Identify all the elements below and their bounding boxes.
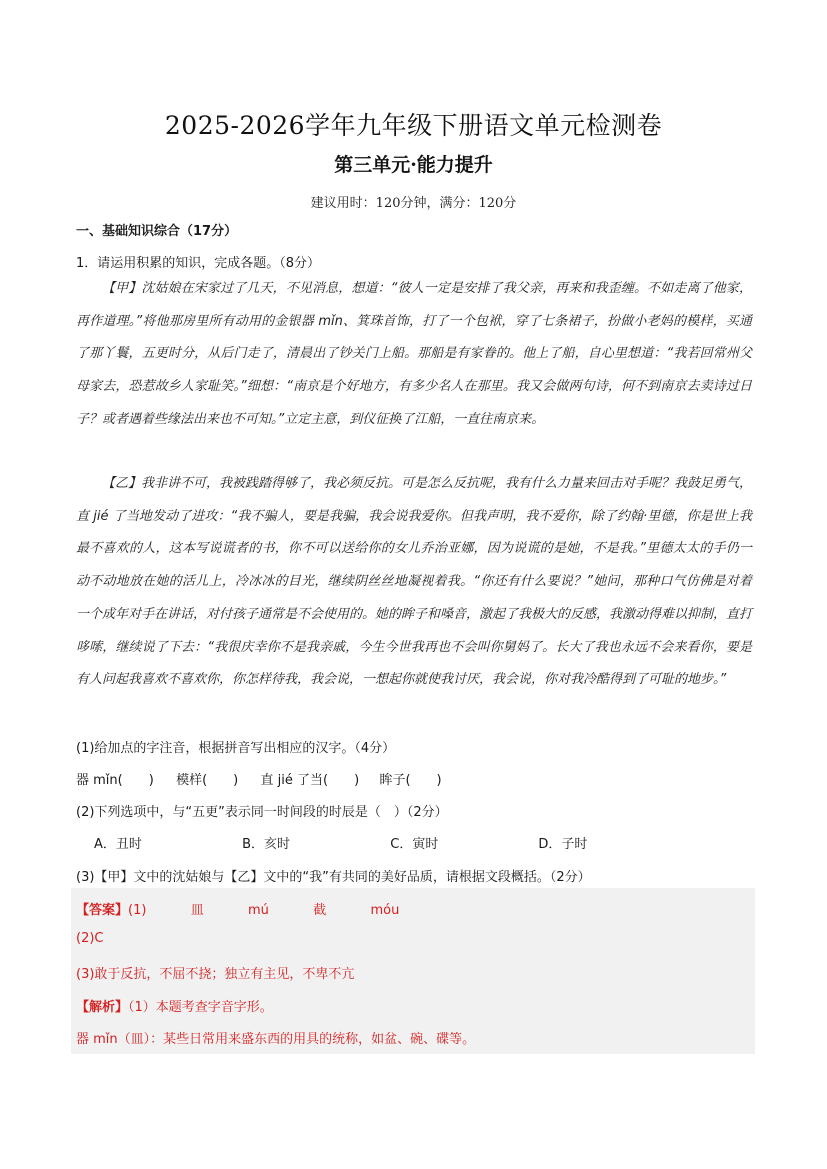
answer-1-label: (1) [128, 903, 147, 918]
section-heading: 一、基础知识综合（17分） [76, 224, 238, 239]
page-title: 2025-2026学年九年级下册语文单元检测卷 [164, 111, 663, 140]
subquestion-3-prompt: (3)【甲】文中的沈姑娘与【乙】文中的“我”有共同的美好品质，请根据文段概括。（2分） [76, 870, 591, 885]
option-b[interactable]: B．亥时 [242, 837, 291, 852]
analysis-tag: 【解析】 [76, 1000, 129, 1015]
subquestion-2-options [94, 833, 587, 852]
subquestion-1-items [76, 769, 442, 788]
answer-1-item: 截 [313, 903, 327, 918]
analysis-line-2: 器 mǐn（皿）：某些日常用来盛东西的用具的统称，如盆、碗、碟等。 [76, 1032, 476, 1047]
blank-item[interactable]: 器 mǐn( ) [76, 773, 154, 788]
option-d[interactable]: D．子时 [538, 837, 588, 852]
answer-line-3: (3)敢于反抗，不屈不挠；独立有主见，不卑不亢 [76, 967, 355, 982]
question-1-prompt: 1．请运用积累的知识，完成各题。（8分） [76, 256, 321, 271]
answer-line-1 [76, 899, 399, 918]
answer-1-item: mú [248, 903, 269, 918]
analysis-text: （1）本题考查字音字形。 [128, 1000, 273, 1015]
blank-item[interactable]: 直 jié 了当( ) [260, 773, 360, 788]
passage-jia: 【甲】沈姑娘在宋家过了几天，不见消息，想道：“彼人一定是安排了我父亲，再来和我歪缠。不如走离了他家，再作道理。”将他那房里所有动用的金银器 mǐn、箕珠首饰，打了一个包袱，穿了七条裙子，扮做小老妈的模样，买通了那丫鬟，五更时分，从后门走了，清晨出了钞关门上船。那船是有家眷的。他上了船，自心里想道：“我若回常州父母家去，恐惹故乡人家耻笑。”细想：“南京是个好地方，有多少名人在那里。我又会做两句诗，何不到南京去卖诗过日子？或者遇着些缘法出来也不可知。”立定主意，到仪征换了江船，一直往南京来。 [76, 281, 752, 427]
unit-subtitle: 第三单元·能力提升 [334, 154, 493, 176]
blank-item[interactable]: 眸子( ) [379, 773, 442, 788]
answer-1-item: 皿 [190, 903, 204, 918]
passage-yi: 【乙】我非讲不可，我被践踏得够了，我必须反抗。可是怎么反抗呢，我有什么力量来回击对手呢？我鼓足勇气，直 jié 了当地发动了进攻：“我不骗人，要是我骗，我会说我爱你。但我声明，我不爱你，除了约翰·里德，你是世上我最不喜欢的人，这本写说谎者的书，你不可以送给你的女儿乔治亚娜，因为说谎的是她，不是我。”里德太太的手仍一动不动地放在她的活儿上，冷冰冰的目光，继续阴丝丝地凝视着我。“你还有什么要说？”她问，那种口气仿佛是对着一个成年对手在讲话，对付孩子通常是不会使用的。她的眸子和嗓音，激起了我极大的反感，我激动得难以抑制，直打哆嗦，继续说了下去：“我很庆幸你不是我亲戚，今生今世我再也不会叫你舅妈了。长大了我也永远不会来看你，要是有人问起我喜欢不喜欢你，你怎样待我，我会说，一想起你就使我讨厌，我会说，你对我冷酷得到了可耻的地步。” [76, 476, 753, 688]
option-c[interactable]: C．寅时 [390, 837, 439, 852]
analysis-line-1 [76, 996, 273, 1015]
answer-tag: 【答案】 [76, 903, 129, 918]
option-a[interactable]: A．丑时 [94, 837, 142, 852]
subquestion-1-prompt: (1)给加点的字注音，根据拼音写出相应的汉字。（4分） [76, 741, 396, 756]
blank-item[interactable]: 模样( ) [176, 773, 239, 788]
time-score-info: 建议用时：120分钟，满分：120分 [310, 196, 517, 211]
subquestion-2-prompt: (2)下列选项中，与“五更”表示同一时间段的时辰是（ ）（2分） [76, 805, 448, 820]
answer-1-item: móu [370, 903, 400, 918]
answer-line-2: (2)C [76, 931, 104, 946]
